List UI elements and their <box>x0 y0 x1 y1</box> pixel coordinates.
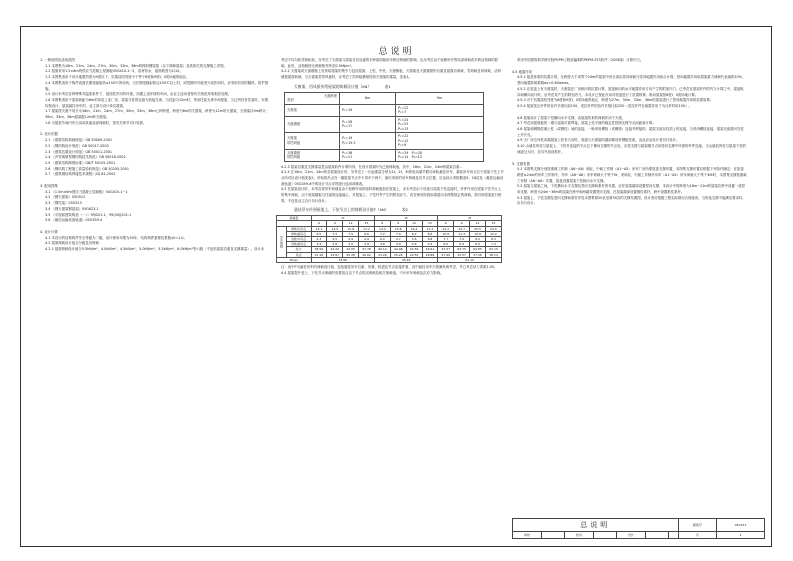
paragraph: 2.4 《冷弯薄壁型钢结构技术规范》GB 50018-2002 <box>45 155 126 160</box>
table2-cell: 10.6 <box>438 231 454 236</box>
table2-cell: 63.75 <box>454 247 470 252</box>
table2-cell: 7.9 <box>343 231 359 236</box>
paragraph: 4.2.1 屋面荷载设计值分3.5kN/m²、4.0kN/m²、4.5kN/m²、5.0kN/m²、5.5kN/m²、6.0kN/m²等六级（不包括屋架自重及支撑重量）。设计未 <box>45 247 265 252</box>
table2-last-cell: 61.10 <box>438 257 502 262</box>
section <box>40 58 270 126</box>
table2-cell: 4.9 <box>359 236 375 241</box>
paragraph: 4.4 屋架提升受上、下弦节点荷载的验算组合以下节点的活荷载及相关荷载值，不计吊车荷载及次应力影响。 <box>281 270 444 275</box>
blank-cell <box>668 532 678 539</box>
table2-cell: 6.9 <box>470 242 486 247</box>
section <box>512 116 747 156</box>
paragraph: 4.2 屋面荷载设计组合分级及其荷载： <box>45 241 103 246</box>
table2-span-header: 6 <box>311 221 327 226</box>
table2-span-header: 6 <box>374 221 390 226</box>
paragraph: 4.5.1 屋盖体系的抗震计算，在跨度大于或等于24m的屋架中用全部由竖向荷载与竖向地震作用组合计算，竖向地震作用取屋架重力荷载代表值的10%，竖向地震影响系数αv=0.65αmax。 <box>517 75 746 86</box>
table2-cell: 17.2 <box>422 226 438 231</box>
paragraph: 4.10 山墙抗风柱与屋架上、下弦杆连接的节点位于横向支撑的节点处，应将支撑与屋架端节点用竖向支撑中所需的杆件连接，当山墙抗风柱与屋架下弦的间距过大时，宜另外加设系杆。 <box>517 144 747 154</box>
paragraph: 1.7 屋架按天窗不同分为18m、21m、24m、27m、30m、33m、36m七种跨度，跨度为6m的天窗架，跨度为12m的天窗架，天窗架以9m跨计；30m、33m、36m屋架配12m跨天窗架。 <box>45 109 270 120</box>
paragraph: 4.1 本设计的结构构件安全等级为二级，设计使用年限为50年，结构构件重要性系数γ0=1.0。 <box>45 235 187 240</box>
table2-span-header: 9 <box>390 221 406 226</box>
table2-cell: 46.61 <box>422 247 438 252</box>
table2 <box>276 215 502 263</box>
table2-cell: 44.59 <box>406 247 422 252</box>
table2-cell: 38.14 <box>485 252 501 257</box>
table2-last-label: Pmax <box>277 257 312 262</box>
paragraph: 1.4 本图集适用于构件表面长期受辐射热≤150℃的场所，当长期受辐射热达150℃以上时，或短期内可能受火焰作用时，应采取有效的隔热、防护措施。 <box>45 80 269 91</box>
table2-cell: 42.22 <box>327 247 343 252</box>
section-heading: 2. 设计依据 <box>40 132 58 137</box>
design-label: 设计 <box>616 532 645 539</box>
table2-cell: 5.6 <box>406 242 422 247</box>
table2-cell: 4.0 <box>390 242 406 247</box>
table1-row-label: 天窗架 <box>285 104 340 116</box>
check-label: 校对 <box>564 532 593 539</box>
table1-cell: P₁=22 P₂=12 P₃=9 <box>396 133 484 150</box>
table2-row-label: 吊点 <box>286 252 311 257</box>
section-heading: 3. 配用图集 <box>40 184 58 189</box>
table1-cell: P₁=22 P₂=7 <box>396 104 484 116</box>
table-row <box>285 149 484 161</box>
table2-cell: 47.07 <box>438 247 454 252</box>
table2-cell: 38.99 <box>311 247 327 252</box>
table1-row-label: 天窗端壁 带挡风板 <box>285 149 340 161</box>
table1-caption: 天窗架、挡风板传给屋架的荷载设计值（kN） 表1 <box>294 83 391 89</box>
paragraph: 1.2 屋面采用1.5×6m的预应力混凝土屋面板05G410-1~2，卷材防水，屋面坡度为1/10。 <box>45 69 183 74</box>
table1-cell: P₁=19 <box>340 104 396 116</box>
table2-row-label: 单轨端吊点 <box>286 231 311 236</box>
table2-cell: 63.15 <box>485 247 501 252</box>
section <box>40 230 270 253</box>
paragraph: 1.1 本图集为18m、21m、24m、27m、30m、33m、36m的梯形钢屋架（以下简称屋架）及其相关的支撑施工详图。 <box>45 63 227 68</box>
table2-cell: 23.26 <box>374 252 390 257</box>
table1-diagonal-header <box>285 92 340 104</box>
paragraph: 4.5.4 屋架受压杆件的容许长细比取150，受拉杆件的容许长细比取250（受拉杆件在地震作用下为压杆时取150）。 <box>517 103 692 108</box>
table2-cell: 4.6 <box>374 242 390 247</box>
table2-cell: 5.6 <box>406 236 422 241</box>
paragraph: 3.6 《悬挂运输设备轨道》05G359-4 <box>45 218 103 223</box>
paragraph: 4.9 当厂房边列柱或端屋架上弦有天沟时，屋架与天窗架的端部都设有钢板托座，由此应由设计者另行设计。 <box>517 138 680 143</box>
atlas-no-label: 图集号 <box>678 519 717 532</box>
section-heading: 1. 一般说明及适用范围 <box>40 58 75 62</box>
table1-row-label: 天窗架 带挡风板 <box>285 133 340 150</box>
table2-cell: 17.2 <box>359 226 375 231</box>
table2-cell: 43.05 <box>343 247 359 252</box>
table2-span-header: 12 <box>406 221 422 226</box>
table2-row-label: 拉力 <box>286 247 311 252</box>
section-heading: 5. 支撑布置 <box>512 161 530 166</box>
paragraph: 4.3 在屋架设计时，本考虑将吊车荷载及由于检修作用的临时荷载施加在屋架上，亦未考虑由于设备与屋架下弦连接时，杆件作用在屋架下弦节点上的集中荷载，由于屋架端板与托架的连接偏心，对屋架上、下弦杆件产生的附加应力，或在使用阶段如果超出本图集规定的荷载，需对该屋架进行核算，不包括业主自行另行设计。 <box>281 187 502 203</box>
table-row <box>285 104 484 116</box>
table2-cell: 7.3 <box>485 242 501 247</box>
table2-cell: 21.2 <box>438 226 454 231</box>
table2-cell: 40.14 <box>374 247 390 252</box>
table2-cell: 4.9 <box>343 236 359 241</box>
table2-cell: 15.8 <box>343 226 359 231</box>
table2-cell: 6.0 <box>374 236 390 241</box>
table2-span-header: 6 <box>438 221 454 226</box>
table2-row-label: 双轨端吊点 <box>286 242 311 247</box>
table2-cell: 22.7 <box>454 226 470 231</box>
table2-cell: 24.55 <box>406 252 422 257</box>
table2-cell: 8.6 <box>359 231 375 236</box>
table2-cell: 11.3 <box>454 231 470 236</box>
design-sign <box>645 532 668 539</box>
table2-cell: 27.90 <box>438 252 454 257</box>
table1-col-header: 6m <box>340 92 396 104</box>
table2-last-cell: 33.66 <box>311 257 374 262</box>
paragraph: 4.7 考虑到屋面板的一端与屋架可靠焊接，屋架上弦平面的稳定性按照支撑节点间距离计算。 <box>517 121 656 126</box>
section <box>512 162 747 208</box>
table2-cell: 4.3 <box>311 236 327 241</box>
section <box>40 184 270 224</box>
section-heading: 4. 设计计算 <box>40 229 58 234</box>
review-sign <box>541 532 564 539</box>
table2-cell: 6.5 <box>311 231 327 236</box>
table2-span-header: 9 <box>454 221 470 226</box>
table2-cell: 14.5 <box>327 226 343 231</box>
table1-head-top: 天窗跨度 <box>323 93 337 98</box>
paragraph: 1.3 本图集适用于设计地震烈度为9度以下，抗震设防烈度小于等于8度和9度Ⅰ、Ⅱ类场地的地区。 <box>45 75 190 80</box>
table2-span-header: 12 <box>470 221 486 226</box>
table2-cell: 44.08 <box>390 247 406 252</box>
table2-span-header: 9 <box>327 221 343 226</box>
paragraph: 2.2 《钢结构设计规范》GB 50017-2003 <box>45 143 109 148</box>
paragraph: 采用中国建筑科学研究院PKPM工程部编制的PKPM-STS软件（2004版）计算内力。 <box>517 58 644 62</box>
table2-cell: 32.57 <box>454 252 470 257</box>
table2-head: 起重量 <box>277 216 312 221</box>
table-row <box>285 116 484 133</box>
paragraph: 3.5 《平屋面建筑构造（一）》99J201-1、99(03)J201-1 <box>45 212 132 217</box>
column-1 <box>40 58 270 253</box>
paragraph: 3.4 《钢天窗架钢屋架》05G623-1 <box>45 206 99 211</box>
table1-cell: P₁=19 P₂=15.5 <box>340 133 396 150</box>
table1-col-header: 9m <box>396 92 484 104</box>
table2-cell: 16.4 <box>406 226 422 231</box>
paragraph: 2.3 《建筑抗震设计规范》GB 50011-2001 <box>45 149 113 154</box>
paragraph: 考虑不均匀积雪和积灰，仅考虑了天窗架与屋架对应连接的半跨屋面板和半跨活荷载的影响，也未考虑由于检修吊车等局部荷载或半跨活荷载的影响，此时，活荷载按无荷载相邻考虑0.3kN/m²。 <box>281 58 498 68</box>
table2-cell: 25.28 <box>390 252 406 257</box>
title-block-title: 总说明 <box>513 519 679 532</box>
paragraph: 4.2.3 屋架自重及支撑重量是由屋架软件计算所得，在设计屋架时为已知荷载值，其中，18m、21m、24m跨屋架自重... <box>281 164 463 169</box>
paragraph: 2.1 《建筑结构荷载规范》GB 50009-2001 <box>45 138 113 143</box>
paragraph: 注：表中P为悬挂吊车的荷载设计值，包括悬挂吊车自重、吊重、轨道及节点连接件重，其中悬挂吊车只按满负荷考虑，并已考虑动力系数1.05。 <box>281 264 498 269</box>
table2-cell: 64.85 <box>470 247 486 252</box>
table2-span-header: 15 <box>485 221 501 226</box>
table2-cell: 26.02 <box>359 252 375 257</box>
column-2 <box>276 58 504 276</box>
paragraph: 4.8 屋架和钢筋混凝土柱（或钢柱）间的连接，一般采用螺栓（或螺栓）连接并焊接的，屋架支座在柱顶上的连接，当采用螺栓连接，屋架支座端可在柱上开长孔。 <box>517 127 744 137</box>
table2-cell: 12.8 <box>470 231 486 236</box>
paragraph: 5.3 屋架上、下弦支撑及竖向支撑和系杆详见本图集第20页至第35页的支撑布置图，设计者应根据工程实际情况合理选用，当所选支撑不能满足要求时，应另行设计。 <box>517 195 746 206</box>
table2-cell: 25.5 <box>470 226 486 231</box>
table2-cell: 7.3 <box>327 231 343 236</box>
paragraph: 4.2.4 在18m、21m、24m的各屋架设计时，另考虑了一台起重量分别为1t、2t、3t的电动葫芦联动单轨悬挂吊车，悬挂吊车吊点位于屋架下弦上节点所对应设计值见表2，吊轨的吊点在一端屋架节点中不得多于两个，最后采用的吊车荷载及其节点位置，应由设计者根据表5、18页及《悬挂运输设备轨道》05G359-4中的设计节点详图进行选用或修改。 <box>281 170 504 186</box>
table2-cell: 5.3 <box>422 242 438 247</box>
paragraph: 4.5.3 对于抗震设防烈度为8度和9度Ⅰ、Ⅱ类场地的地区，跨度为27m、30m、33m、36m的屋架进行了竖向地震作用的抗震验算。 <box>517 98 714 103</box>
paragraph: 1.5 设计未考虑各种特殊对温度条件下，侵蚀性作用的环境，如遇上述环境的车间，由业主选用者按有关规范采取相应处理。 <box>45 92 232 97</box>
table2-cell: 8.3 <box>485 236 501 241</box>
table2-cell: 7.2 <box>374 231 390 236</box>
table-row <box>285 133 484 150</box>
table2-cell: 21.16 <box>311 252 327 257</box>
table2-cell: 6.9 <box>454 242 470 247</box>
table2-cell: 47.78 <box>359 247 375 252</box>
table2-cell: 6.0 <box>438 242 454 247</box>
table2-span-header: 15 <box>422 221 438 226</box>
table2-cell: 4.5 <box>343 242 359 247</box>
table2-row-label: 双轨中吊点 <box>286 236 311 241</box>
paragraph: 1.6 本图集适用于屋架间距为6m的单层工业厂房，屋架与柱的连接为铰接支承，当柱距为12m时，采用托架支承中间屋架，当边列柱有托架时，本图均按设计；屋架悬挂吊车的，业主请与设计单位联系。 <box>45 97 268 108</box>
table1-cell: P₁=24 P₂=25 P₃=13 <box>396 116 484 133</box>
column-3 <box>512 58 747 207</box>
section <box>512 58 747 64</box>
table2-cell: 7.9 <box>390 231 406 236</box>
table2-group-header: 1t <box>311 216 374 221</box>
table2-cell: 7.9 <box>454 236 470 241</box>
table1-cell: P₁=28 P₂=17 <box>340 116 396 133</box>
table2-row-group-label: 吊车荷载 <box>277 226 287 257</box>
table2-group-header: 3t <box>438 216 502 221</box>
table2-span-header: 15 <box>359 221 375 226</box>
paragraph: 1.8 当屋架节间内有天沟或其他局部荷载时，按有关章节另行验算。 <box>45 120 147 125</box>
table2-cell: 8.0 <box>470 236 486 241</box>
table2-cell: 37.58 <box>470 252 486 257</box>
table2-group-header: 2t <box>374 216 437 221</box>
paragraph: 4.2.2 天窗架或天窗端壁上柱传给屋架的集中力包括屋面、上弦、中弦、天窗侧板、天窗架及天窗端壁的自重及屋面活荷载、雪荷载及风荷载，活荷载按屋面荷载，当天窗架带挡风板时，亦考虑了挡风板横梁传给天窗架的重量，见表1。 <box>281 69 501 80</box>
paragraph: 4.5.2 在屋盖上有天窗架时，天窗架在厂房纵向的抗震计算，屋盖纵向的水平地震作用方向产生的附加内力，已考虑在屋架杆件的内力计算之中，屋盖纵向和横向设计时，应考虑其产生的附加内力，本设计已按此作用对屋盖进行了抗震核算，纵向屋架按8度Ⅰ、Ⅱ类场地计算。 <box>517 86 744 97</box>
section <box>40 132 270 178</box>
paragraph: 2.7 《建筑钢结构焊接技术规程》JGJ 81-2002 <box>45 172 116 177</box>
table2-cell: 4.7 <box>390 236 406 241</box>
page-label: 页 <box>678 532 717 539</box>
table2-cell: 4.0 <box>327 242 343 247</box>
paragraph: 4.6 屋架设计了屋架下弦横向水平支撑，由屋架传来的荷载作用于天窗。 <box>517 115 626 120</box>
table2-cell: 13.1 <box>311 226 327 231</box>
table2-cell: 4.5 <box>327 236 343 241</box>
check-sign <box>593 532 616 539</box>
section-heading: 4.5 地震作用 <box>512 69 533 74</box>
page-title: 总说明 <box>378 47 415 57</box>
paragraph: 5.1 本图集支撑分别按重载工作制（A6~A8）和轻、中载工作制（A1~A5）吊车厂房所需屋盖支撑布置，本图集支撑布置应根据下列条件确定：在屋盖跨度≤24m的吊车工作制中，吊车（A6~A8）吊车荷载大于等于5t、采用轻、中级工作制吊车时（A1~A5）吊车荷载大于等于30t时，本图集支撑按重载工作制（A6~A8）布置，屋盖设置屋架下弦纵向水平支撑。 <box>517 167 747 183</box>
table2-cell: 8.6 <box>422 231 438 236</box>
table1-row-label: 天窗端壁 <box>285 116 340 133</box>
table2-cell: 24.5 <box>485 226 501 231</box>
table1-cell: P₁=29 P₂=20 P₃=14 P₄=15 <box>396 149 484 161</box>
table2-caption: 悬挂吊车传到屋架上、下弦节点上的荷载设计值F（kN） 表2 <box>294 207 409 213</box>
table1-head-bottom: 类别 <box>287 98 294 103</box>
review-label: 审核 <box>513 532 542 539</box>
table2-cell: 15.8 <box>390 226 406 231</box>
paragraph: 3.1 《1.5m×6m预应力混凝土屋面板》04G410-1~2 <box>45 189 128 194</box>
paragraph: 3.2 《钢天窗架》05G512 <box>45 195 86 200</box>
paragraph: 2.5 《建筑结构制图标准》GB/T 50105-2001 <box>45 160 116 165</box>
title-block <box>512 518 765 539</box>
table2-cell: 8.2 <box>406 231 422 236</box>
table1 <box>284 92 484 162</box>
table2-cell: 4.9 <box>359 242 375 247</box>
table2-cell: 6.8 <box>422 236 438 241</box>
table2-last-cell: 45.49 <box>374 257 437 262</box>
atlas-no: 05G511 <box>717 519 765 532</box>
table2-row-label: 单轨中吊点 <box>286 226 311 231</box>
page-number: 1 <box>717 532 765 539</box>
paragraph: 3.3 《钢托架》05G513 <box>45 201 82 206</box>
table2-cell: 23.87 <box>327 252 343 257</box>
paragraph: 2.6 《钢结构工程施工质量验收规范》GB 50205-2001 <box>45 166 129 171</box>
table2-cell: 7.7 <box>438 236 454 241</box>
section <box>512 70 747 110</box>
table1-cell: P₁=36 P₂=21 <box>340 149 396 161</box>
table2-span-header: 12 <box>343 221 359 226</box>
table2-cell: 26.88 <box>422 252 438 257</box>
table-row <box>277 257 502 262</box>
table2-cell: 14.3 <box>374 226 390 231</box>
table2-cell: 25.28 <box>343 252 359 257</box>
table2-cell: 3.4 <box>311 242 327 247</box>
table2-cell: 12.2 <box>485 231 501 236</box>
paragraph: 5.2 屋架与屋架之间，下弦横向水平支撑及竖向支撑和系杆的布置，应在屋架端部设置竖向支撑，本设计中的跨度为18m~21m的屋架在跨中设置一道竖向支撑，跨度为24m~36m的屋架在跨中和两端设置竖向支撑，在屋架端部设置刚性系杆，跨中设置柔性系杆。 <box>517 184 745 195</box>
